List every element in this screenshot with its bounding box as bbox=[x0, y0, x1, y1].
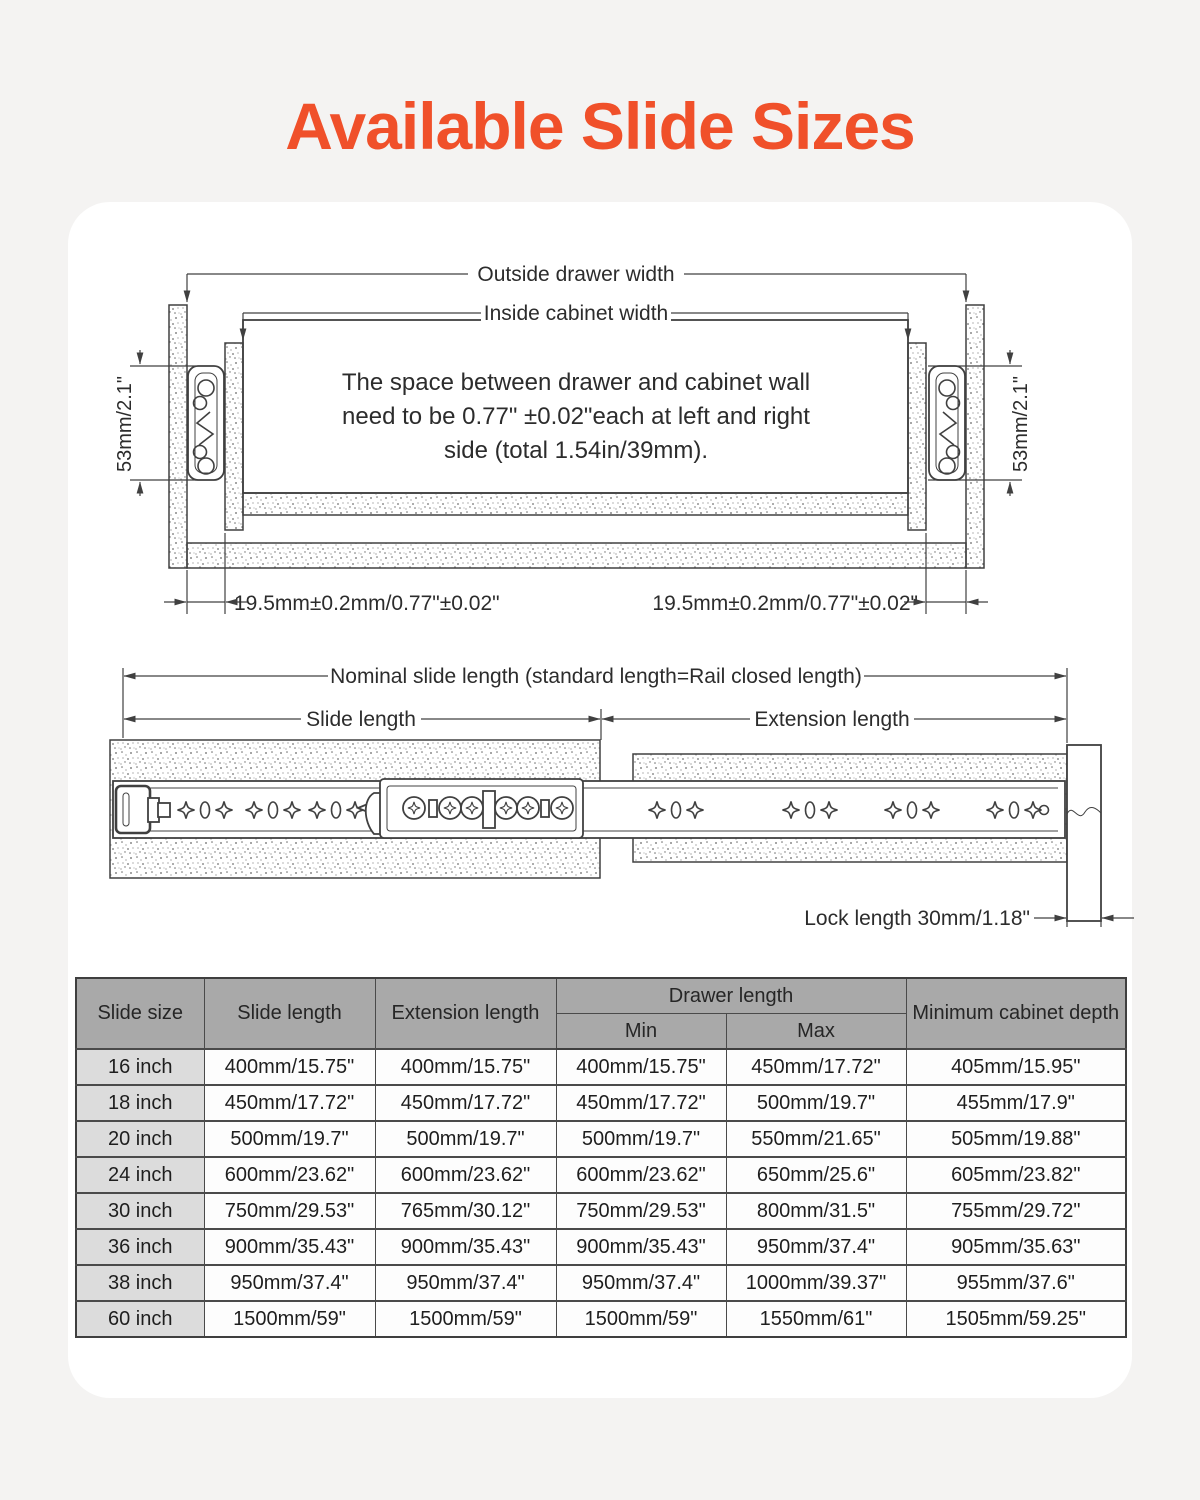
clearance-note-line3: side (total 1.54in/39mm). bbox=[443, 437, 709, 464]
table-row bbox=[76, 1229, 1126, 1265]
table-header-row bbox=[76, 978, 1126, 1014]
table-cell: 1500mm/59" bbox=[204, 1301, 375, 1337]
extension-length-label: Extension length bbox=[754, 708, 910, 731]
table-cell: 800mm/31.5" bbox=[726, 1193, 906, 1229]
header-min-cabinet-depth: Minimum cabinet depth bbox=[906, 978, 1126, 1049]
header-slide-size: Slide size bbox=[76, 978, 204, 1049]
table-cell: 60 inch bbox=[76, 1301, 204, 1337]
table-cell: 24 inch bbox=[76, 1157, 204, 1193]
table-cell: 450mm/17.72" bbox=[375, 1085, 556, 1121]
slide-length-label: Slide length bbox=[306, 708, 416, 731]
table-cell: 905mm/35.63" bbox=[906, 1229, 1126, 1265]
page-title: Available Slide Sizes bbox=[285, 89, 915, 163]
table-cell: 955mm/37.6" bbox=[906, 1265, 1126, 1301]
slide-length-dimension bbox=[124, 707, 601, 740]
table-cell: 450mm/17.72" bbox=[556, 1085, 726, 1121]
table-row bbox=[76, 1085, 1126, 1121]
header-drawer-min: Min bbox=[556, 1014, 726, 1050]
header-drawer-length: Drawer length bbox=[556, 978, 906, 1014]
table-cell: 16 inch bbox=[76, 1049, 204, 1085]
table-cell: 950mm/37.4" bbox=[375, 1265, 556, 1301]
table-cell: 500mm/19.7" bbox=[726, 1085, 906, 1121]
table-cell: 1500mm/59" bbox=[556, 1301, 726, 1337]
table-cell: 900mm/35.43" bbox=[204, 1229, 375, 1265]
table-cell: 900mm/35.43" bbox=[556, 1229, 726, 1265]
inside-cabinet-width-label: Inside cabinet width bbox=[483, 302, 669, 325]
side-gap-label-right: 19.5mm±0.2mm/0.77"±0.02" bbox=[652, 592, 918, 615]
drawer-bottom-panel bbox=[243, 493, 908, 515]
header-slide-length: Slide length bbox=[204, 978, 375, 1049]
table-cell: 750mm/29.53" bbox=[204, 1193, 375, 1229]
table-cell: 1550mm/61" bbox=[726, 1301, 906, 1337]
table-cell: 600mm/23.62" bbox=[204, 1157, 375, 1193]
outside-drawer-width-label: Outside drawer width bbox=[477, 263, 675, 286]
slide-cross-section-left bbox=[188, 366, 224, 480]
table-cell: 400mm/15.75" bbox=[204, 1049, 375, 1085]
table-cell: 950mm/37.4" bbox=[204, 1265, 375, 1301]
slide-cross-section-right bbox=[929, 366, 965, 480]
table-row bbox=[76, 1157, 1126, 1193]
ball-bearing-carriage bbox=[358, 779, 583, 838]
table-cell: 36 inch bbox=[76, 1229, 204, 1265]
clearance-note-line2: need to be 0.77" ±0.02"each at left and right bbox=[342, 403, 810, 430]
table-cell: 750mm/29.53" bbox=[556, 1193, 726, 1229]
table-row bbox=[76, 1049, 1126, 1085]
table-row bbox=[76, 1265, 1126, 1301]
table-cell: 950mm/37.4" bbox=[556, 1265, 726, 1301]
slide-height-label-left: 53mm/2.1" bbox=[114, 375, 136, 473]
table-cell: 400mm/15.75" bbox=[375, 1049, 556, 1085]
table-cell: 765mm/30.12" bbox=[375, 1193, 556, 1229]
cabinet-front-bar bbox=[1067, 745, 1101, 921]
table-cell: 900mm/35.43" bbox=[375, 1229, 556, 1265]
table-cell: 605mm/23.82" bbox=[906, 1157, 1126, 1193]
table-row bbox=[76, 1193, 1126, 1229]
outside-drawer-width-dimension bbox=[187, 262, 966, 302]
lock-length-label: Lock length 30mm/1.18" bbox=[804, 907, 1030, 930]
table-cell: 1000mm/39.37" bbox=[726, 1265, 906, 1301]
nominal-slide-length-dimension bbox=[123, 664, 1067, 743]
table-cell: 20 inch bbox=[76, 1121, 204, 1157]
nominal-slide-length-label: Nominal slide length (standard length=Rail closed length) bbox=[330, 665, 862, 688]
table-cell: 1505mm/59.25" bbox=[906, 1301, 1126, 1337]
table-cell: 755mm/29.72" bbox=[906, 1193, 1126, 1229]
table-cell: 600mm/23.62" bbox=[375, 1157, 556, 1193]
table-cell: 600mm/23.62" bbox=[556, 1157, 726, 1193]
table-cell: 550mm/21.65" bbox=[726, 1121, 906, 1157]
table-cell: 500mm/19.7" bbox=[556, 1121, 726, 1157]
slide-sizes-table bbox=[75, 977, 1127, 1338]
table-cell: 500mm/19.7" bbox=[204, 1121, 375, 1157]
extension-length-dimension bbox=[602, 707, 1066, 731]
table-cell: 650mm/25.6" bbox=[726, 1157, 906, 1193]
header-extension-length: Extension length bbox=[375, 978, 556, 1049]
slide-length-diagram bbox=[110, 664, 1134, 930]
table-cell: 405mm/15.95" bbox=[906, 1049, 1126, 1085]
table-row bbox=[76, 1301, 1126, 1337]
table-cell: 400mm/15.75" bbox=[556, 1049, 726, 1085]
table-row bbox=[76, 1121, 1126, 1157]
table-cell: 455mm/17.9" bbox=[906, 1085, 1126, 1121]
table-cell: 38 inch bbox=[76, 1265, 204, 1301]
cabinet-bottom-panel bbox=[187, 543, 966, 568]
table-cell: 30 inch bbox=[76, 1193, 204, 1229]
header-drawer-max: Max bbox=[726, 1014, 906, 1050]
table-cell: 950mm/37.4" bbox=[726, 1229, 906, 1265]
table-cell: 1500mm/59" bbox=[375, 1301, 556, 1337]
table-cell: 505mm/19.88" bbox=[906, 1121, 1126, 1157]
table-cell: 500mm/19.7" bbox=[375, 1121, 556, 1157]
clearance-note-line1: The space between drawer and cabinet wall bbox=[341, 369, 811, 396]
side-gap-label-left: 19.5mm±0.2mm/0.77"±0.02" bbox=[234, 592, 500, 615]
table-cell: 450mm/17.72" bbox=[204, 1085, 375, 1121]
table-cell: 18 inch bbox=[76, 1085, 204, 1121]
slide-height-label-right: 53mm/2.1" bbox=[1010, 375, 1032, 473]
table-cell: 450mm/17.72" bbox=[726, 1049, 906, 1085]
drawer-width-diagram bbox=[114, 262, 1032, 615]
